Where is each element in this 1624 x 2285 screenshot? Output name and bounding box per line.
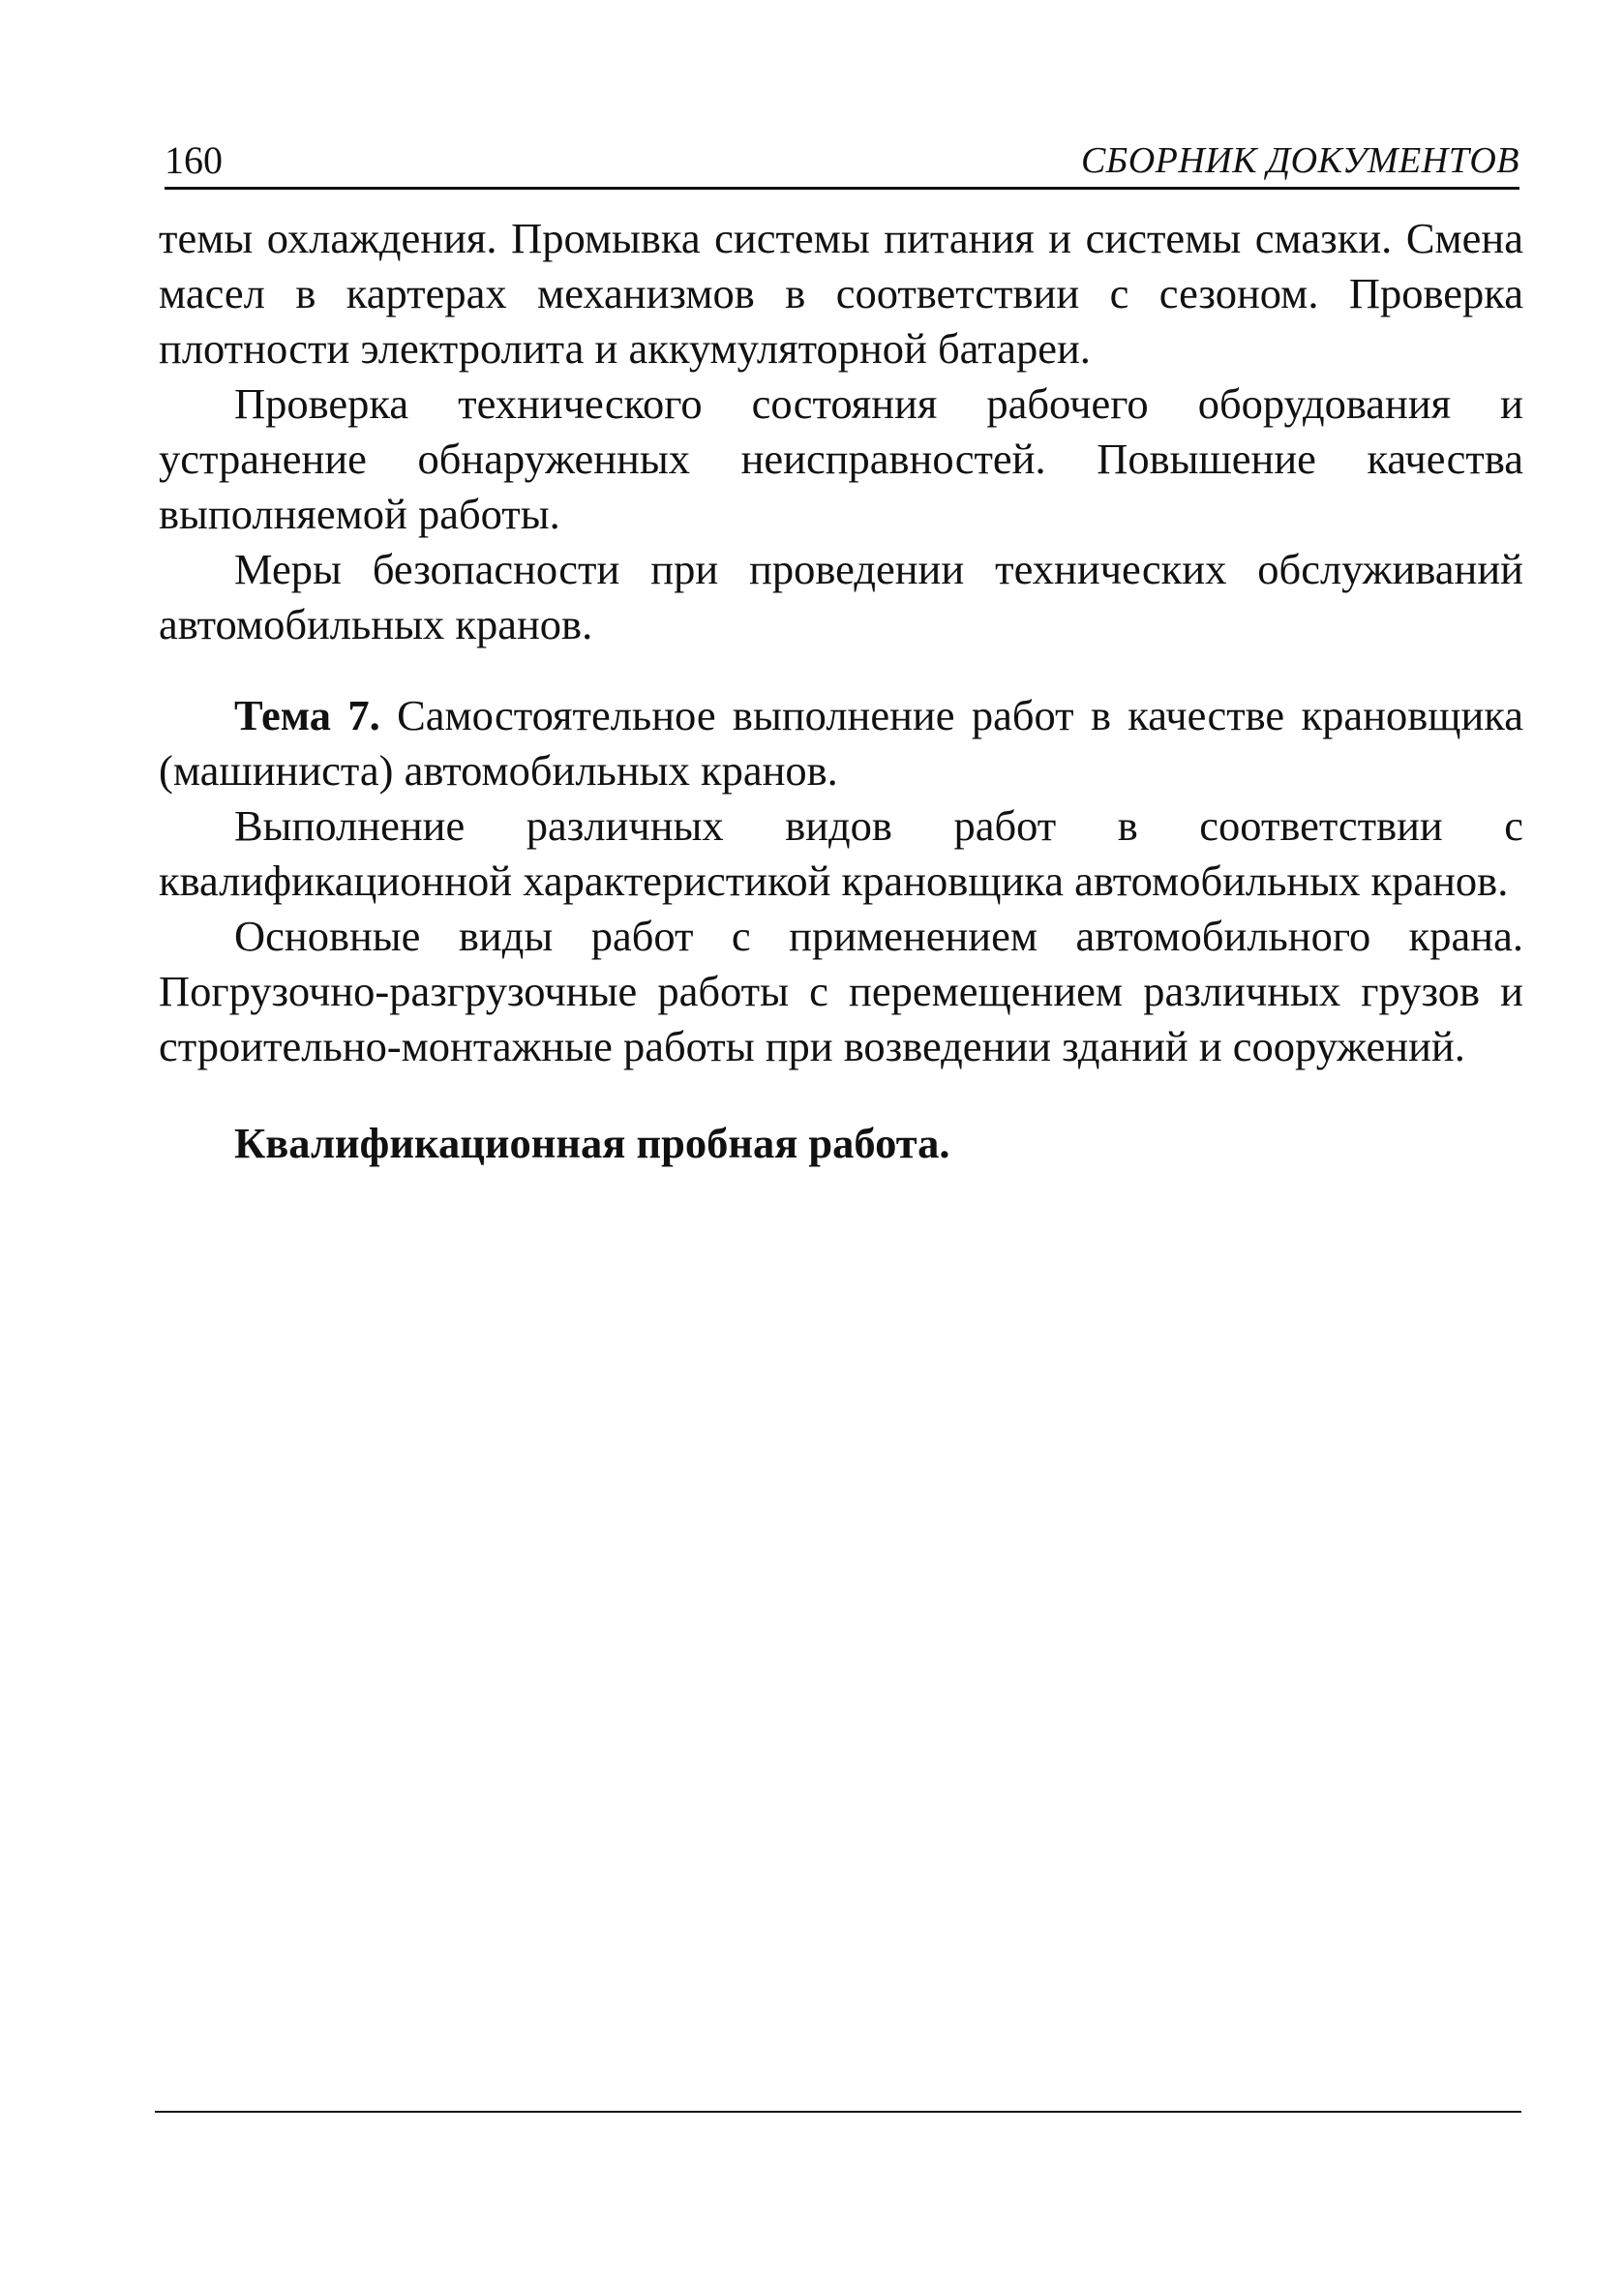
final-heading: Квалификационная пробная работа. — [234, 1119, 950, 1167]
page-number: 160 — [165, 138, 223, 182]
footer-rule — [155, 2111, 1521, 2113]
paragraph-main-work-types: Основные виды работ с применением автомобильного крана. Погрузочно-разгрузочные работы с перемещением различных грузов и строительно-монтажные работы при возведении зданий и сооружений. — [159, 912, 1523, 1070]
topic-7-label: Тема 7. — [234, 691, 380, 739]
paragraph-work-types: Выполнение различных видов работ в соответствии с квалификационной характеристикой крановщика автомобильных кранов. — [159, 801, 1523, 905]
running-title: СБОРНИК ДОКУМЕНТОВ — [1080, 140, 1519, 181]
running-head — [165, 135, 1519, 186]
topic-7-text: Самостоятельное выполнение работ в качестве крановщика (машиниста) автомобильных кранов. — [159, 691, 1523, 795]
paragraph-safety-measures: Меры безопасности при проведении технических обслуживаний автомобильных кранов. — [159, 545, 1523, 648]
header-rule — [165, 187, 1519, 190]
paragraph-equipment-check: Проверка технического состояния рабочего оборудования и устранение обнаруженных неисправностей. Повышение качества выполняемой работы. — [159, 379, 1523, 538]
paragraph-cooling-system: темы охлаждения. Промывка системы питания и системы смазки. Смена масел в картерах механизмов в соответствии с сезоном. Проверка плотности электролита и аккумуляторной батареи. — [159, 214, 1523, 373]
paragraph-topic-7 — [159, 688, 1523, 798]
body-text — [159, 211, 1523, 1171]
